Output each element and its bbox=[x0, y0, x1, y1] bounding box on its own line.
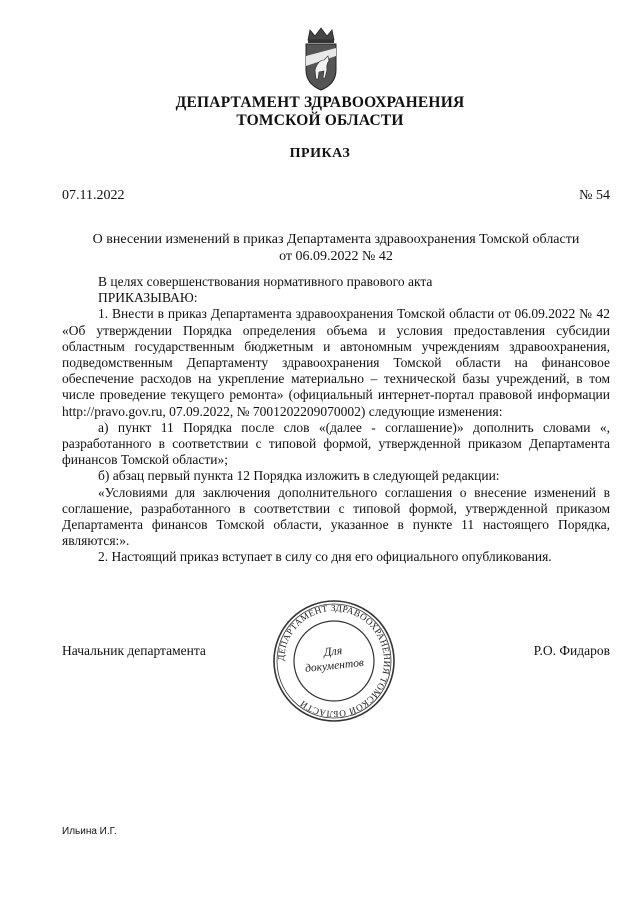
stamp-ring-text: ДЕПАРТАМЕНТ ЗДРАВООХРАНЕНИЯ ТОМСКОЙ ОБЛАСТИ bbox=[275, 602, 393, 720]
body-paragraph: «Условиями для заключения дополнительного соглашения о внесение изменений в соглашение, разработанного в соответствии с типовой формой, утвержденной приказом Департамента финансов Томской области, указанное в пункте 11 настоящего Порядка, являются:». bbox=[62, 484, 610, 549]
document-number: № 54 bbox=[579, 188, 610, 203]
document-type-title: ПРИКАЗ bbox=[289, 146, 351, 161]
document-body bbox=[62, 274, 610, 566]
document-subject bbox=[62, 231, 610, 265]
body-paragraph: В целях совершенствования нормативного правового акта bbox=[98, 274, 433, 289]
executor-name: Ильина И.Г. bbox=[62, 826, 117, 837]
organization-name-line2: ТОМСКОЙ ОБЛАСТИ bbox=[236, 112, 404, 129]
coat-of-arms-emblem bbox=[298, 26, 344, 92]
official-stamp bbox=[270, 597, 398, 725]
body-paragraph: 1. Внести в приказ Департамента здравоохранения Томской области от 06.09.2022 № 42 «Об утверждении Порядка определения объема и условия предоставления субсидии областным государственным бюджетным и автономным учреждениям здравоохранения, подведомственным Департаменту здравоохранения Томской области на финансовое обеспечение расходов на укрепление материально – технической базы учреждений, в том числе проведение текущего ремонта» (официальный интернет-портал правовой информации http://pravo.gov.ru, 07.09.2022, № 7001202209070002) следующие изменения: bbox=[62, 306, 610, 419]
organization-name-line1: ДЕПАРТАМЕНТ ЗДРАВООХРАНЕНИЯ bbox=[175, 94, 465, 111]
body-paragraph: а) пункт 11 Порядка после слов «(далее - соглашение)» дополнить словами «, разработанного в соответствии с типовой формой, утвержденной приказом Департамента финансов Томской области»; bbox=[62, 419, 610, 468]
signer-name: Р.О. Фидаров bbox=[533, 643, 610, 658]
stamp-center-line2: документов bbox=[304, 656, 365, 676]
subject-line2: от 06.09.2022 № 42 bbox=[279, 249, 393, 264]
subject-line1: О внесении изменений в приказ Департамента здравоохранения Томской области bbox=[92, 232, 580, 247]
stamp-center-line1: Для bbox=[323, 643, 343, 659]
body-paragraph: б) абзац первый пункта 12 Порядка изложить в следующей редакции: bbox=[98, 468, 500, 484]
body-paragraph: ПРИКАЗЫВАЮ: bbox=[98, 290, 198, 306]
document-date: 07.11.2022 bbox=[62, 188, 125, 203]
body-paragraph: 2. Настоящий приказ вступает в силу со дня его официального опубликования. bbox=[98, 549, 552, 565]
signer-position: Начальник департамента bbox=[62, 643, 206, 658]
